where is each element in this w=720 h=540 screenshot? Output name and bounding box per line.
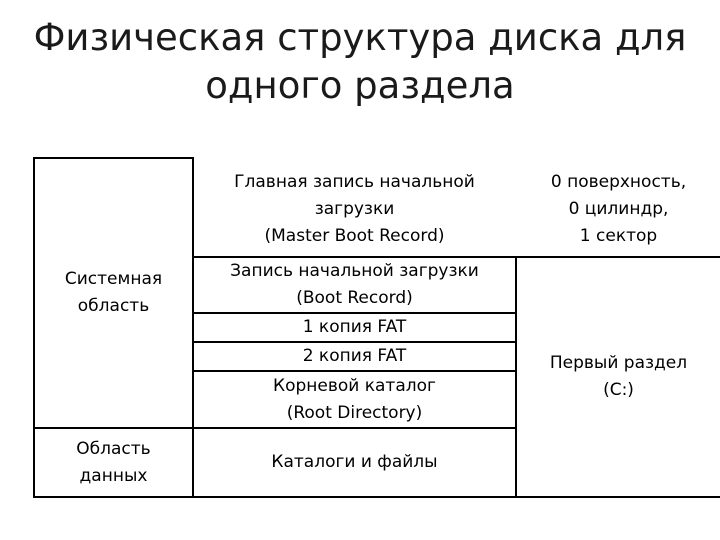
fat2-label: 2 копия FAT	[302, 346, 407, 366]
mbr-line-1: Главная запись начальной	[234, 172, 475, 192]
root-dir-cell	[194, 372, 515, 427]
mbr-cell	[194, 163, 515, 256]
fat1-cell	[194, 314, 515, 341]
boot-record-line-2: (Boot Record)	[296, 288, 413, 308]
boot-record-cell	[194, 258, 515, 312]
boot-record-line-1: Запись начальной загрузки	[230, 261, 479, 281]
system-area-line-2: область	[77, 296, 150, 316]
title-line-1: Физическая структура диска для	[33, 16, 687, 59]
first-sector-line-1: 0 поверхность,	[550, 172, 687, 192]
files-label: Каталоги и файлы	[271, 452, 438, 472]
first-sector-cell	[517, 163, 720, 256]
data-area-cell	[35, 429, 192, 496]
first-partition-line-2: (C:)	[603, 380, 634, 400]
first-sector-line-3: 1 сектор	[579, 226, 658, 246]
root-dir-line-1: Корневой каталог	[273, 375, 436, 396]
first-partition-cell	[517, 258, 720, 496]
fat2-cell	[194, 343, 515, 370]
title-line-2: одного раздела	[205, 64, 515, 107]
mbr-line-3: (Master Boot Record)	[264, 226, 445, 246]
first-partition-line-1: Первый раздел	[549, 353, 688, 373]
first-sector-line-2: 0 цилиндр,	[568, 199, 669, 219]
data-area-line-1: Область	[76, 438, 151, 459]
system-area-cell	[35, 159, 192, 427]
fat1-label: 1 копия FAT	[302, 317, 407, 337]
files-cell	[194, 429, 515, 496]
border-bottom	[33, 496, 720, 498]
mbr-line-2: загрузки	[314, 199, 395, 219]
system-area-line-1: Системная	[64, 269, 163, 289]
root-dir-line-2: (Root Directory)	[286, 402, 423, 423]
data-area-line-2: данных	[79, 465, 148, 486]
